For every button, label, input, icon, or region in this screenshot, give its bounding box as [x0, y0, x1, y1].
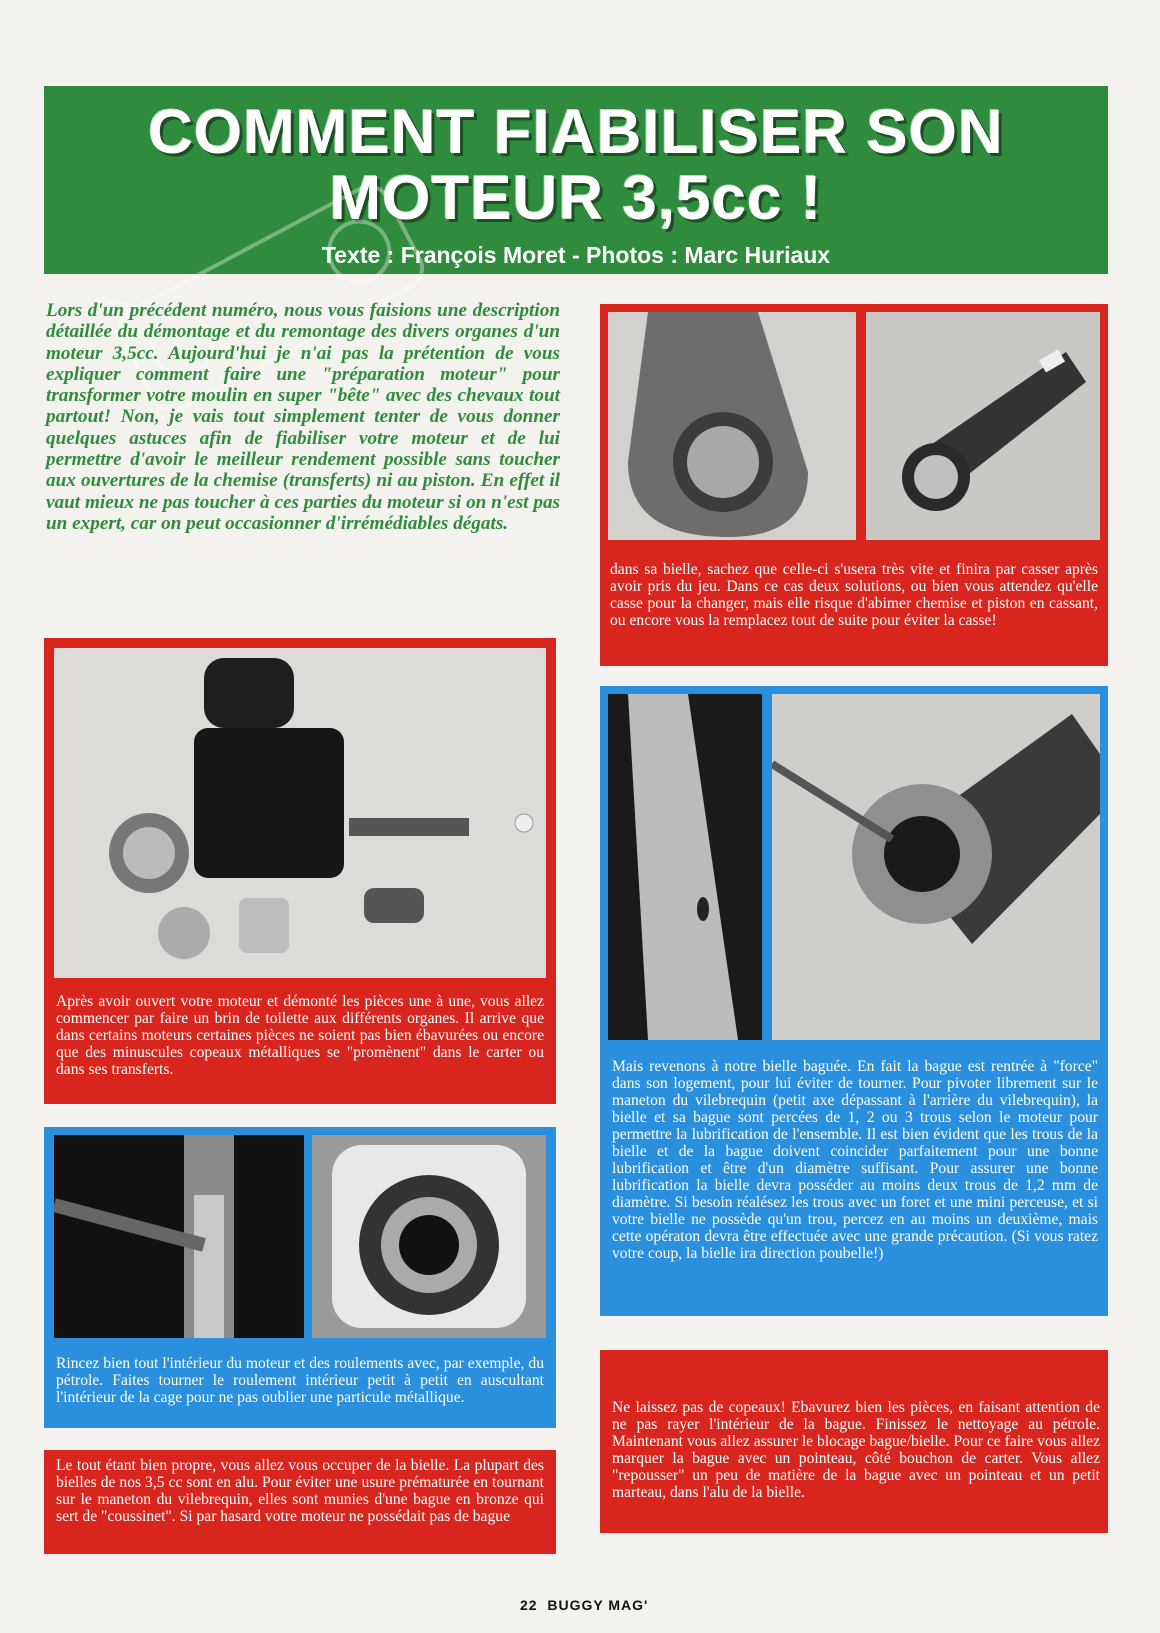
engine-parts-photo [54, 648, 546, 978]
intro-text: Lors d'un précédent numéro, nous vous faisions une description détaillée du démontage et du remontage des divers organes d'un moteur 3,5cc. Aujourd'hui je n'ai pas la prétention de vous expliquer comment faire une "préparation moteur" pour transformer votre moulin en super "bête" avec des chevaux tout partout! Non, je vais tout simplement tenter de vous donner quelques astuces afin de fiabiliser votre moteur et de lui permettre d'avoir le meilleur rendement possible sans toucher aux ouvertures de la chemise (transferts) ni au piston. En effet il vaut mieux ne pas toucher à ces parties du moteur si on n'est pas un expert, car on peut occasionner d'irrémédiables dégats. [46, 300, 560, 534]
bague-hole-photo [608, 694, 762, 1040]
title-line-1: COMMENT FIABILISER SON [148, 98, 1004, 167]
engine-parts-caption: Après avoir ouvert votre moteur et démonté les pièces une à une, vous allez commencer par faire un brin de toilette aux différents organes. Il arrive que dans certains moteurs certaines pièces ne soient pas bien ébavurées ou encore que des minuscules copeaux métalliques se "promènent" dans le carter ou dans ses transferts. [56, 993, 544, 1078]
magazine-name: BUGGY MAG' [547, 1597, 649, 1613]
bielle-closeup-photo [608, 312, 856, 540]
title-line-2: MOTEUR 3,5cc ! [329, 164, 823, 233]
bielle-intro-caption: Le tout étant bien propre, vous allez vous occuper de la bielle. La plupart des bielles de nos 3,5 cc sont en alu. Pour éviter une usure prématurée en tournant sur le maneton du vilebrequin, elles sont munies d'une bague en bronze qui sert de "coussinet". Si par hasard votre moteur ne possédait pas de bague [56, 1457, 544, 1525]
page-number: 22 [520, 1597, 538, 1613]
page-footer [520, 1597, 648, 1613]
rinse-caption: Rincez bien tout l'intérieur du moteur et des roulements avec, par exemple, du pétrole. Faites tourner le roulement intérieur petit à petit en auscultant l'intérieur de la cage pour ne pas oublier une particule métallique. [56, 1355, 544, 1406]
crank-photo [54, 1135, 304, 1338]
bague-caption: Mais revenons à notre bielle baguée. En fait la bague est rentrée à "force" dans son logement, pour lui éviter de tourner. Pour pivoter librement sur le maneton du vilebrequin (petit axe dépassant à l'arrière du vilebrequin), la bielle et sa bague sont percées de 1, 2 ou 3 trous selon le moteur pour permettre la lubrification de l'ensemble. Il est bien évident que les trous de la bielle et de la bague doivent coincider parfaitement pour une bonne lubrification et être d'un diamètre suffisant. Pour assurer une bonne lubrification la bielle devra posséder au moins deux trous de 1,2 mm de diamètre. Si besoin réalésez les trous avec un foret et une mini perceuse, et si votre bielle ne possède qu'un trou, percez en au moins un deuxième, mais cette opératon devra être effectuée avec une grande précaution. (Si vous ratez votre coup, la bielle ira direction poubelle!) [612, 1058, 1098, 1262]
drilling-photo [772, 694, 1100, 1040]
copeaux-caption: Ne laissez pas de copeaux! Ebavurez bien les pièces, en faisant attention de ne pas rayer l'intérieur de la bague. Finissez le nettoyage au pétrole. Maintenant vous allez assurer le blocage bague/bielle. Pour ce faire vous allez marquer la bague avec un pointeau, côté bouchon de carter. Vous allez "repousser" un peu de matière de la bague avec un pointeau et un petit marteau, dans l'alu de la bielle. [612, 1399, 1100, 1501]
bielle-cont-caption: dans sa bielle, sachez que celle-ci s'usera très vite et finira par casser après avoir pris du jeu. Dans ce cas deux solutions, ou bien vous attendez qu'elle casse pour la changer, mais elle risque d'abimer chemise et piston en cassant, ou encore vous la remplacez tout de suite pour éviter la casse! [610, 561, 1098, 629]
article-credit: Texte : François Moret - Photos : Marc Huriaux [321, 242, 831, 268]
bielle-full-photo [866, 312, 1100, 540]
bearing-photo [312, 1135, 546, 1338]
